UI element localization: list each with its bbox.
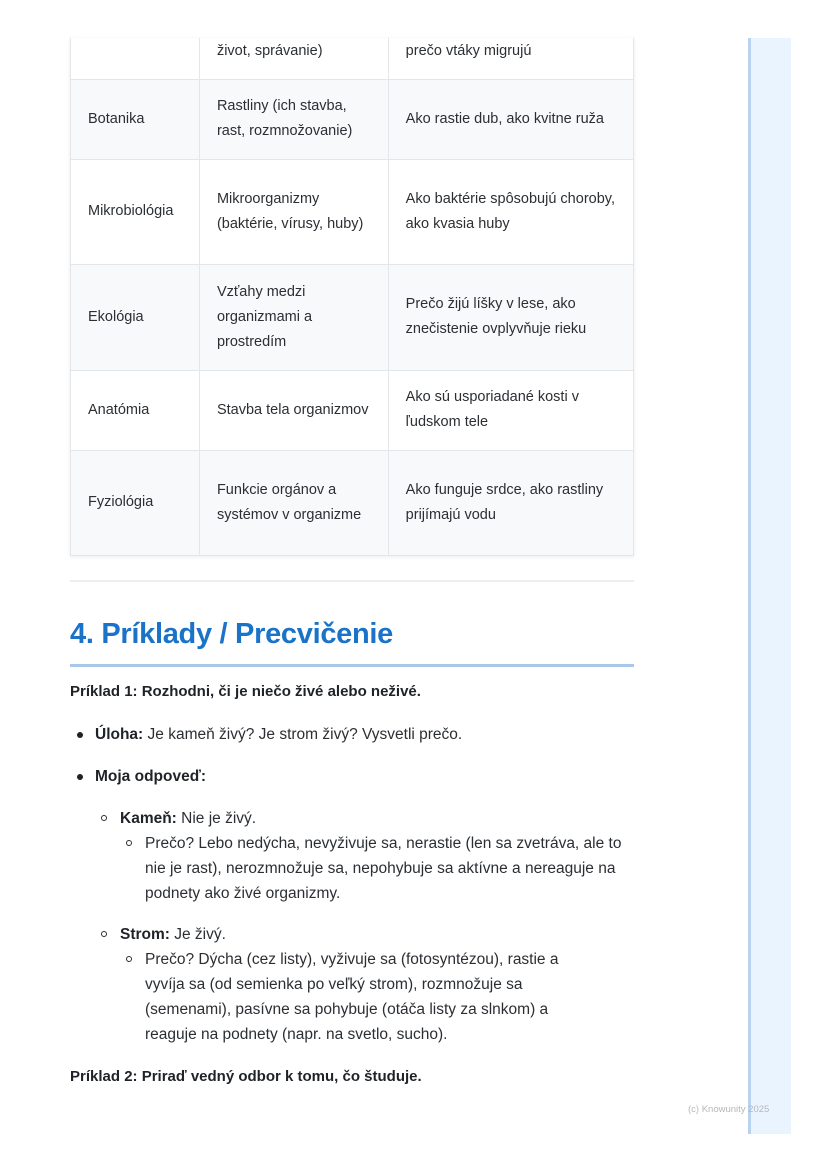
table-cell-studies: Mikroorganizmy (baktérie, vírusy, huby) (199, 159, 388, 264)
task-label: Úloha: (95, 726, 144, 743)
stone-text: Nie je živý. (176, 810, 257, 827)
table-row (71, 159, 634, 264)
example-2-title: Príklad 2: Priraď vedný odbor k tomu, čo študuje. (70, 1068, 422, 1085)
table-cell-studies: Funkcie orgánov a systémov v organizme (199, 450, 388, 555)
table-cell-example: prečo vtáky migrujú (388, 38, 633, 79)
answer-list (70, 764, 640, 789)
table-cell-field: Botanika (71, 79, 200, 159)
example-1-list (70, 722, 640, 747)
table-cell-studies: Stavba tela organizmov (199, 370, 388, 450)
answer-subitem (70, 922, 640, 947)
task-item (70, 722, 640, 747)
answer-item (70, 764, 640, 789)
table-cell-example: Ako sú usporiadané kosti v ľudskom tele (388, 370, 633, 450)
answer-label: Moja odpoveď: (95, 768, 207, 785)
answer-stone (70, 806, 640, 906)
table-cell-studies: Vzťahy medzi organizmami a prostredím (199, 264, 388, 370)
section-divider (70, 580, 634, 582)
table-cell-field: Anatómia (71, 370, 200, 450)
table-row (71, 79, 634, 159)
table-cell-example: Ako baktérie spôsobujú choroby, ako kvasia huby (388, 159, 633, 264)
copyright-footer: (c) Knowunity 2025 (688, 1104, 770, 1115)
task-text: Je kameň živý? Je strom živý? Vysvetli prečo. (143, 726, 463, 743)
table-row (71, 450, 634, 555)
section-heading: 4. Príklady / Precvičenie (70, 614, 634, 667)
table-cell-field: Ekológia (71, 264, 200, 370)
table-cell-field (71, 38, 200, 79)
table-cell-studies: život, správanie) (199, 38, 388, 79)
table-cell-example: Ako rastie dub, ako kvitne ruža (388, 79, 633, 159)
stone-label: Kameň: (120, 810, 177, 827)
answer-tree (70, 922, 640, 1047)
stone-reason: Prečo? Lebo nedýcha, nevyživuje sa, nerastie (len sa zvetráva, ale to nie je rast), nerozmnožuje sa, nepohybuje sa aktívne a nereaguje na podnety ako živé organizmy. (145, 835, 622, 902)
answer-subitem (70, 806, 640, 831)
tree-reason: Prečo? Dýcha (cez listy), vyživuje sa (fotosyntézou), rastie a vyvíja sa (od semienka po veľký strom), rozmnožuje sa (semenami), pasívne sa pohybuje (otáča listy za slnkom) a reaguje na podnety (napr. na svetlo, sucho). (145, 951, 559, 1043)
tree-text: Je živý. (169, 926, 226, 943)
table-cell-field: Fyziológia (71, 450, 200, 555)
answer-reason (70, 831, 640, 906)
example-1-title: Príklad 1: Rozhodni, či je niečo živé alebo neživé. (70, 683, 421, 700)
table-cell-example: Ako funguje srdce, ako rastliny prijímajú vodu (388, 450, 633, 555)
table-cell-studies: Rastliny (ich stavba, rast, rozmnožovanie) (199, 79, 388, 159)
answer-reason (70, 947, 640, 1047)
table-cell-field: Mikrobiológia (71, 159, 200, 264)
science-fields-table (70, 38, 634, 556)
table-row (71, 370, 634, 450)
tree-label: Strom: (120, 926, 170, 943)
side-panel (748, 38, 791, 1134)
table-row (71, 264, 634, 370)
table-cell-example: Prečo žijú líšky v lese, ako znečistenie ovplyvňuje rieku (388, 264, 633, 370)
table-row (71, 38, 634, 79)
